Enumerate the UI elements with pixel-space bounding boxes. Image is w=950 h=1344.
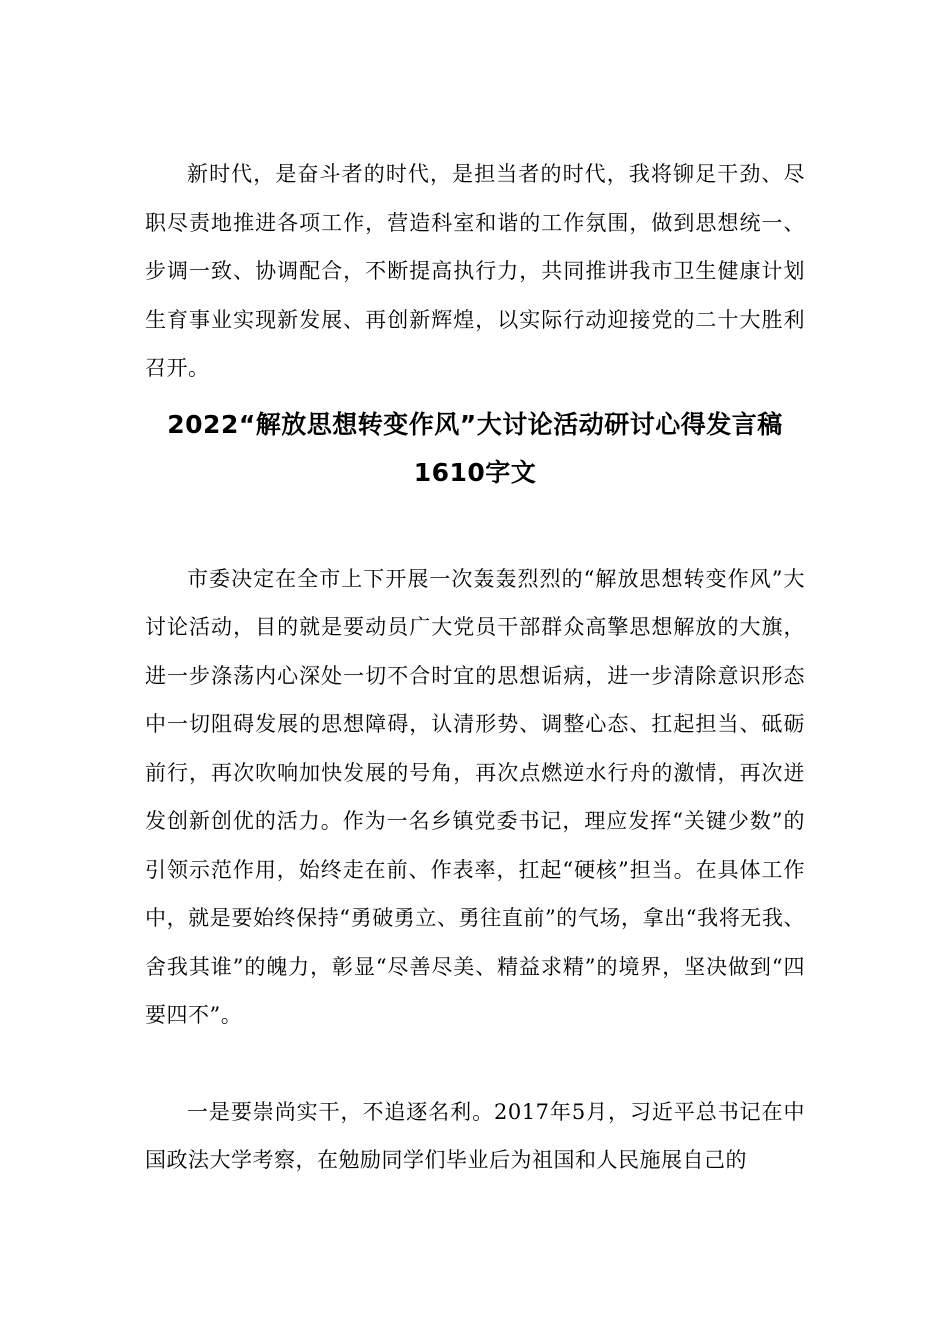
paragraph-1: 新时代，是奋斗者的时代，是担当者的时代，我将铆足干劲、尽职尽责地推进各项工作，营造科室和谐的工作氛围，做到思想统一、步调一致、协调配合，不断提高执行力，共同推讲我市卫生健康计划生育事业实现新发展、再创新辉煌，以实际行动迎接党的二十大胜利召开。 [145, 162, 805, 380]
document-body [145, 150, 805, 1185]
spacer [145, 1040, 805, 1088]
paragraph-3: 一是要崇尚实干，不追逐名利。2017年5月，习近平总书记在中国政法大学考察，在勉励同学们毕业后为祖国和人民施展自己的 [145, 1099, 805, 1172]
spacer [145, 497, 805, 555]
document-title: 2022“解放思想转变作风”大讨论活动研讨心得发言稿1610字文 [167, 409, 783, 487]
paragraph-2: 市委决定在全市上下开展一次轰轰烈烈的“解放思想转变作风”大讨论活动，目的就是要动员广大党员干部群众高擎思想解放的大旗，进一步涤荡内心深处一切不合时宜的思想诟病，进一步清除意识形态中一切阻碍发展的思想障碍，认清形势、调整心态、扛起担当、砥砺前行，再次吹响加快发展的号角，再次点燃逆水行舟的激情，再次迸发创新创优的活力。作为一名乡镇党委书记，理应发挥“关键少数”的引领示范作用，始终走在前、作表率，扛起“硬核”担当。在具体工作中，就是要始终保持“勇破勇立、勇往直前”的气场，拿出“我将无我、舍我其谁”的魄力，彰显“尽善尽美、精益求精”的境界，坚决做到“四要四不”。 [145, 566, 805, 1027]
